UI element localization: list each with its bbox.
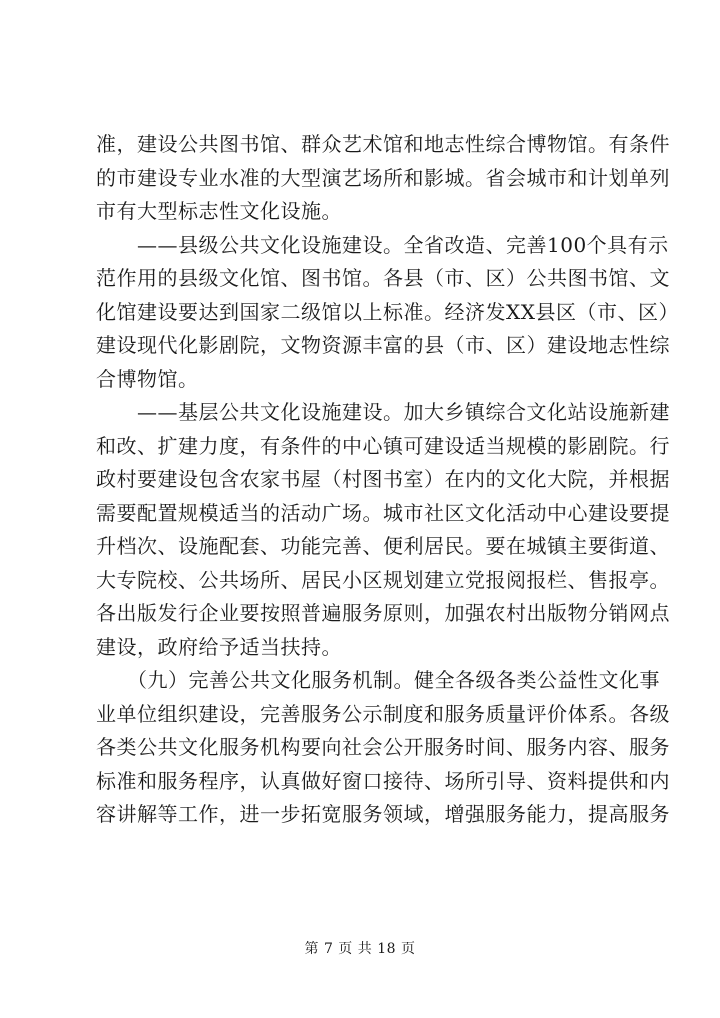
text-line: 大专院校、公共场所、居民小区规划建立党报阅报栏、售报亭。 [96, 567, 670, 592]
text-line: 范作用的县级文化馆、图书馆。各县（市、区）公共图书馆、文 [96, 266, 670, 290]
text-line: 建设，政府给予适当扶持。 [96, 634, 342, 659]
text-line: 准，建设公共图书馆、群众艺术馆和地志性综合博物馆。有条件 [96, 132, 670, 156]
text-line: 各类公共文化服务机构要向社会公开服务时间、服务内容、服务 [96, 735, 670, 759]
body-text [96, 128, 679, 832]
text-line: ——县级公共文化设施建设。全省改造、完善100个具有示 [96, 232, 669, 257]
text-line: （九）完善公共文化服务机制。健全各级各类公益性文化事 [96, 668, 660, 692]
text-line: 合博物馆。 [96, 366, 199, 391]
text-line: ——基层公共文化设施建设。加大乡镇综合文化站设施新建 [96, 400, 670, 424]
text-line: 容讲解等工作，进一步拓宽服务领域，增强服务能力，提高服务 [96, 802, 670, 826]
page-footer: 第 7 页 共 18 页 [304, 941, 416, 957]
text-line: 业单位组织建设，完善服务公示制度和服务质量评价体系。各级 [96, 701, 670, 726]
text-line: 政村要建设包含农家书屋（村图书室）在内的文化大院，并根据 [96, 467, 670, 491]
text-line: 市有大型标志性文化设施。 [96, 199, 342, 223]
text-line: 和改、扩建力度，有条件的中心镇可建设适当规模的影剧院。行 [96, 433, 670, 458]
text-line: 建设现代化影剧院，文物资源丰富的县（市、区）建设地志性综 [96, 333, 670, 357]
text-line: 各出版发行企业要按照普遍服务原则，加强农村出版物分销网点 [96, 601, 670, 625]
text-line: 的市建设专业水准的大型演艺场所和影城。省会城市和计划单列 [96, 165, 670, 190]
text-line: 标准和服务程序，认真做好窗口接待、场所引导、资料提供和内 [96, 768, 670, 793]
text-line: 化馆建设要达到国家二级馆以上标准。经济发XX县区（市、区） [96, 299, 679, 324]
text-line: 升档次、设施配套、功能完善、便利居民。要在城镇主要街道、 [96, 534, 670, 558]
text-line: 需要配置规模适当的活动广场。城市社区文化活动中心建设要提 [96, 500, 670, 525]
